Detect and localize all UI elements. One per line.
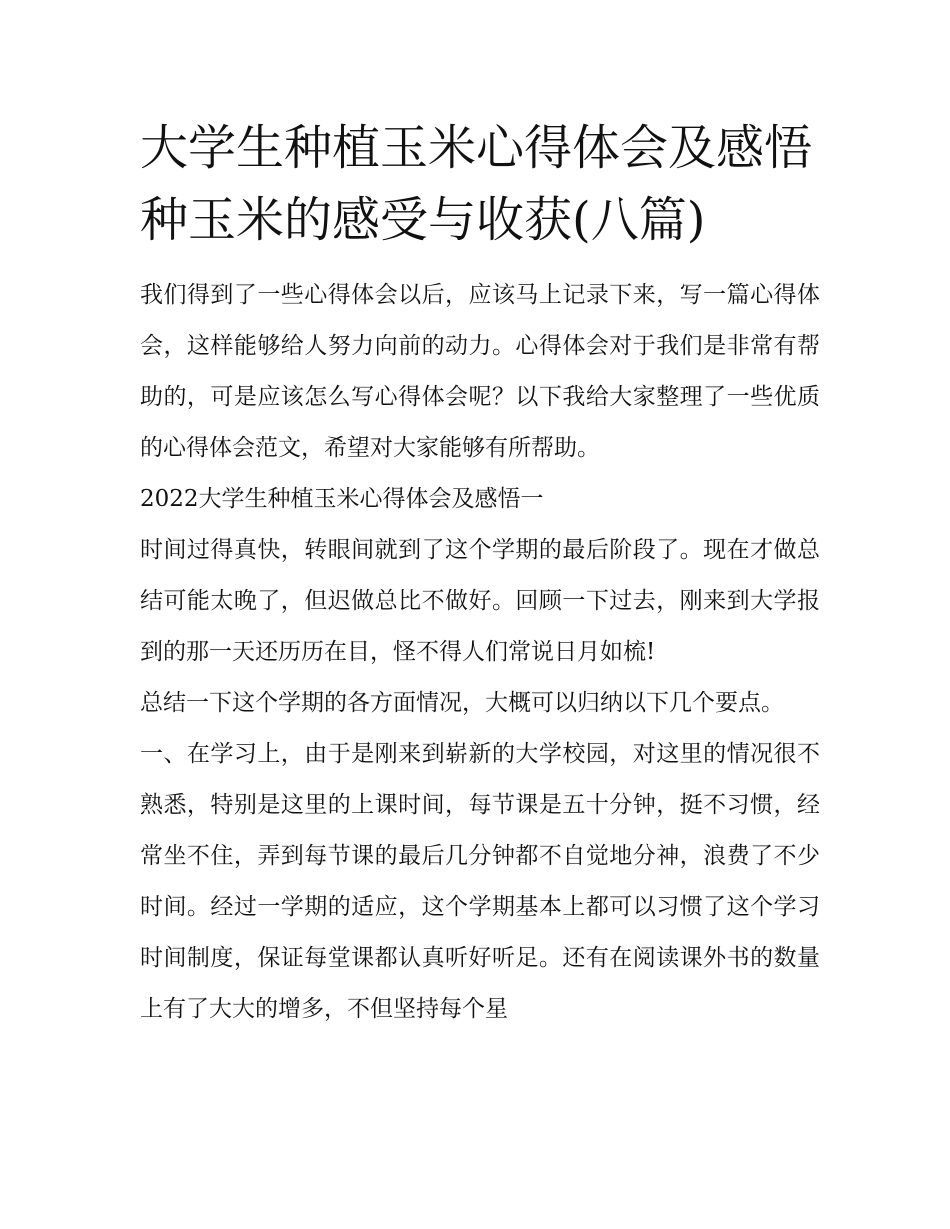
section-heading: 2022大学生种植玉米心得体会及感悟一 [140,486,544,512]
body-paragraph-3: 一、在学习上，由于是刚来到崭新的大学校园，对这里的情况很不熟悉，特别是这里的上课时间，每节课是五十分钟，挺不习惯，经常坐不住，弄到每节课的最后几分钟都不自觉地分神，浪费了不少时间。经过一学期的适应，这个学期基本上都可以习惯了这个学习时间制度，保证每堂课都认真听好听足。还有在阅读课外书的数量上有了大大的增多，不但坚持每个星 [140,741,820,1022]
body-paragraph-1: 时间过得真快，转眼间就到了这个学期的最后阶段了。现在才做总结可能太晚了，但迟做总比不做好。回顾一下过去，刚来到大学报到的那一天还历历在目，怪不得人们常说日月如梳! [140,537,820,665]
intro-paragraph: 我们得到了一些心得体会以后，应该马上记录下来，写一篇心得体会，这样能够给人努力向前的动力。心得体会对于我们是非常有帮助的，可是应该怎么写心得体会呢？以下我给大家整理了一些优质的心得体会范文，希望对大家能够有所帮助。 [140,282,820,461]
body-paragraph-2: 总结一下这个学期的各方面情况，大概可以归纳以下几个要点。 [140,690,784,716]
document-body [140,112,820,1035]
document-title: 大学生种植玉米心得体会及感悟 种玉米的感受与收获(八篇) [140,120,813,248]
